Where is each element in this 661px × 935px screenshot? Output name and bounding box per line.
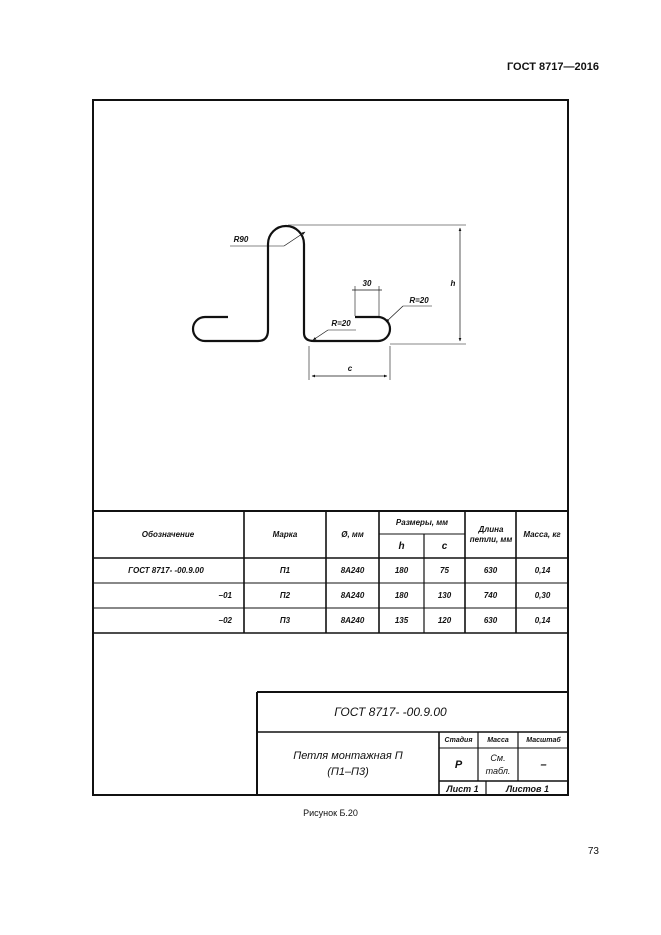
header-mark: Марка <box>272 530 298 539</box>
title-block-stage-label: Стадия <box>444 736 473 744</box>
label-dim-h: h <box>450 279 456 288</box>
title-block-name-line2: (П1–П3) <box>327 766 369 778</box>
figure-caption: Рисунок Б.20 <box>303 808 358 818</box>
header-designation: Обозначение <box>141 530 195 539</box>
row-1-h: 180 <box>394 566 409 575</box>
label-dim-c: c <box>347 364 353 373</box>
row-3-mass: 0,14 <box>534 616 551 625</box>
title-block-stage-value: Р <box>454 758 463 771</box>
row-2-diameter: 8А240 <box>340 591 365 600</box>
header-length: Длина петли, мм <box>469 524 513 544</box>
row-3-c: 120 <box>437 616 452 625</box>
header-dimensions: Размеры, мм <box>395 518 449 527</box>
title-block-sheet: Лист 1 <box>446 783 479 794</box>
row-2-c: 130 <box>437 591 452 600</box>
row-1-c: 75 <box>440 566 449 575</box>
title-block-sheets: Листов 1 <box>505 783 549 794</box>
row-1-length: 630 <box>483 566 498 575</box>
title-block-code: ГОСТ 8717- -00.9.00 <box>334 705 447 719</box>
row-2-mark: П2 <box>279 591 291 600</box>
row-1-mark: П1 <box>279 566 291 575</box>
row-3-mark: П3 <box>279 616 291 625</box>
label-r20-right: R=20 <box>409 296 429 305</box>
row-3-diameter: 8А240 <box>340 616 365 625</box>
row-2-designation: –01 <box>218 591 232 600</box>
row-2-mass: 0,30 <box>534 591 551 600</box>
title-block-scale-value: – <box>540 758 547 771</box>
header-h: h <box>398 540 405 552</box>
row-1-diameter: 8А240 <box>340 566 365 575</box>
row-2-h: 180 <box>394 591 409 600</box>
label-r20-left: R=20 <box>331 319 351 328</box>
page-number: 73 <box>587 846 599 857</box>
row-3-h: 135 <box>394 616 409 625</box>
title-block-mass-value-line2: табл. <box>485 765 511 776</box>
row-1-mass: 0,14 <box>534 566 551 575</box>
row-3-length: 630 <box>483 616 498 625</box>
title-block-mass-value-line1: См. <box>490 752 506 763</box>
title-block-mass-label: Масса <box>487 736 509 744</box>
row-3-designation: –02 <box>218 616 232 625</box>
row-2-length: 740 <box>483 591 498 600</box>
header-c: c <box>441 540 448 552</box>
label-dim-30: 30 <box>362 279 372 288</box>
header-diameter: Ø, мм <box>341 530 364 539</box>
document-header: ГОСТ 8717—2016 <box>506 61 599 73</box>
header-mass: Масса, кг <box>523 529 561 539</box>
row-1-designation: ГОСТ 8717- -00.9.00 <box>128 566 204 575</box>
label-r90: R90 <box>233 235 249 244</box>
title-block-scale-label: Масштаб <box>526 736 561 744</box>
title-block-name-line1: Петля монтажная П <box>293 750 403 762</box>
